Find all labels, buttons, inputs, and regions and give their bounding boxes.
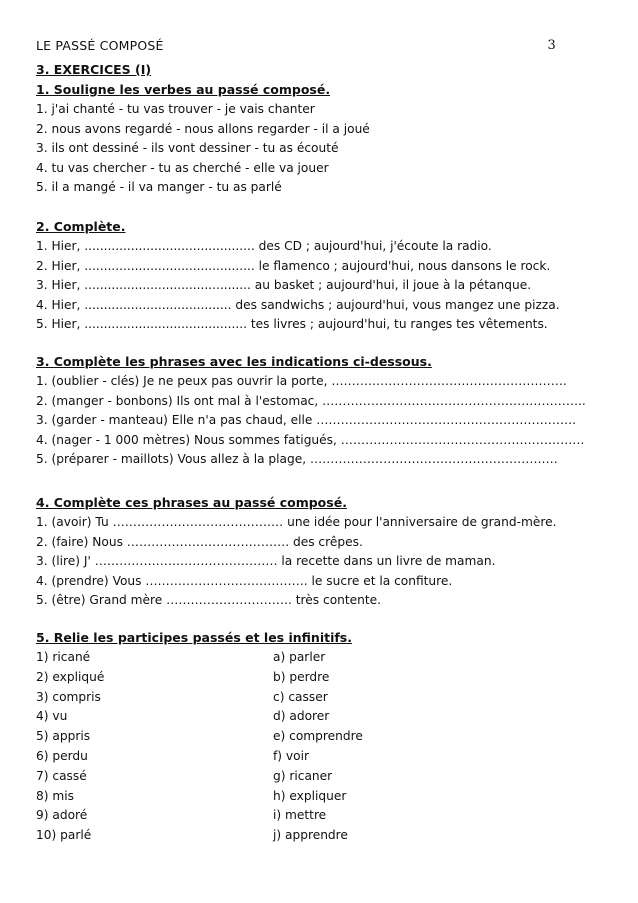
matching-row: [36, 806, 616, 826]
exercise-line: 5. (préparer - maillots) Vous allez à la plage, …………………………………………………….: [36, 452, 558, 466]
exercise-line: 4. (prendre) Vous …………………………………. le sucre et la confiture.: [36, 573, 453, 588]
exercise-line: 4. Hier, ...................................... des sandwichs ; aujourd'hui, vous mangez une pizza.: [36, 297, 560, 312]
matching-row: [36, 787, 616, 807]
exercise-line: 5. (être) Grand mère …………………………. très contente.: [36, 593, 382, 607]
participle-item: 7) cassé: [36, 768, 87, 783]
infinitive-item: h) expliquer: [273, 788, 347, 803]
exercise-line: 1. (oublier - clés) Je ne peux pas ouvrir la porte, ………………………………………………….: [36, 374, 567, 388]
participle-item: 1) ricané: [36, 650, 91, 664]
exercise-line: 2. Hier, ............................................ le flamenco ; aujourd'hui, nous dansons le rock.: [36, 258, 551, 273]
participle-item: 4) vu: [36, 709, 68, 724]
infinitive-item: g) ricaner: [273, 768, 333, 783]
infinitive-item: e) comprendre: [273, 729, 363, 744]
section-heading: 3. EXERCICES (I): [36, 62, 152, 77]
matching-row: [36, 668, 616, 688]
infinitive-item: c) casser: [273, 689, 328, 704]
exercise-4-title: 4. Complète ces phrases au passé composé.: [36, 495, 347, 510]
exercise-line: 5. il a mangé - il va manger - tu as parlé: [36, 180, 282, 194]
infinitive-item: b) perdre: [273, 669, 330, 684]
exercise-line: 2. (manger - bonbons) Ils ont mal à l'estomac, ………………………………………………………..: [36, 393, 586, 408]
exercise-1-title: 1. Souligne les verbes au passé composé.: [36, 82, 331, 97]
exercise-line: 2. nous avons regardé - nous allons regarder - il a joué: [36, 121, 370, 136]
participle-item: 3) compris: [36, 689, 101, 704]
exercise-5: [36, 628, 616, 846]
infinitive-item: i) mettre: [273, 808, 327, 823]
matching-row: [36, 767, 616, 787]
participle-item: 5) appris: [36, 729, 91, 744]
exercise-2-title: 2. Complète.: [36, 219, 126, 234]
exercise-line: 1. (avoir) Tu …………………………………… une idée pour l'anniversaire de grand-mère.: [36, 515, 557, 529]
infinitive-item: j) apprendre: [273, 828, 348, 843]
participle-item: 8) mis: [36, 788, 74, 803]
exercise-line: 3. (garder - manteau) Elle n'a pas chaud, elle ……………………………………………………….: [36, 413, 577, 427]
matching-row: [36, 826, 616, 846]
participle-item: 6) perdu: [36, 748, 88, 763]
matching-row: [36, 688, 616, 708]
matching-row: [36, 747, 616, 767]
exercise-2: [36, 217, 616, 335]
matching-row: [36, 648, 616, 668]
exercise-3: [36, 352, 616, 470]
exercise-line: 3. (lire) J' ……………………………………… la recette dans un livre de maman.: [36, 554, 496, 568]
exercise-line: 3. Hier, ........................................... au basket ; aujourd'hui, il joue à la pétanque.: [36, 278, 532, 292]
participle-item: 2) expliqué: [36, 669, 105, 684]
exercise-line: 4. (nager - 1 000 mètres) Nous sommes fatigués, ……………………………………………………: [36, 432, 585, 447]
exercise-5-title: 5. Relie les participes passés et les infinitifs.: [36, 630, 352, 645]
exercise-line: 4. tu vas chercher - tu as cherché - elle va jouer: [36, 160, 329, 175]
page-header: [36, 38, 556, 56]
exercise-4: [36, 493, 616, 611]
infinitive-item: a) parler: [273, 650, 326, 664]
matching-grid: [36, 648, 616, 846]
exercise-line: 1. Hier, ............................................ des CD ; aujourd'hui, j'écoute la radio.: [36, 239, 492, 253]
matching-row: [36, 707, 616, 727]
exercise-3-title: 3. Complète les phrases avec les indications ci-dessous.: [36, 354, 432, 369]
exercise-line: 3. ils ont dessiné - ils vont dessiner - tu as écouté: [36, 141, 339, 155]
infinitive-item: f) voir: [273, 748, 309, 763]
header-title: LE PASSÉ COMPOSÉ: [36, 38, 164, 53]
page-number: 3: [547, 38, 556, 53]
exercise-1: [36, 60, 616, 198]
infinitive-item: d) adorer: [273, 709, 330, 724]
exercise-line: 2. (faire) Nous …………………………………. des crêpes.: [36, 534, 363, 549]
exercise-line: 1. j'ai chanté - tu vas trouver - je vais chanter: [36, 102, 315, 116]
exercise-line: 5. Hier, .......................................... tes livres ; aujourd'hui, tu ranges tes vêtements.: [36, 317, 548, 331]
participle-item: 10) parlé: [36, 828, 92, 843]
matching-row: [36, 727, 616, 747]
participle-item: 9) adoré: [36, 808, 88, 823]
